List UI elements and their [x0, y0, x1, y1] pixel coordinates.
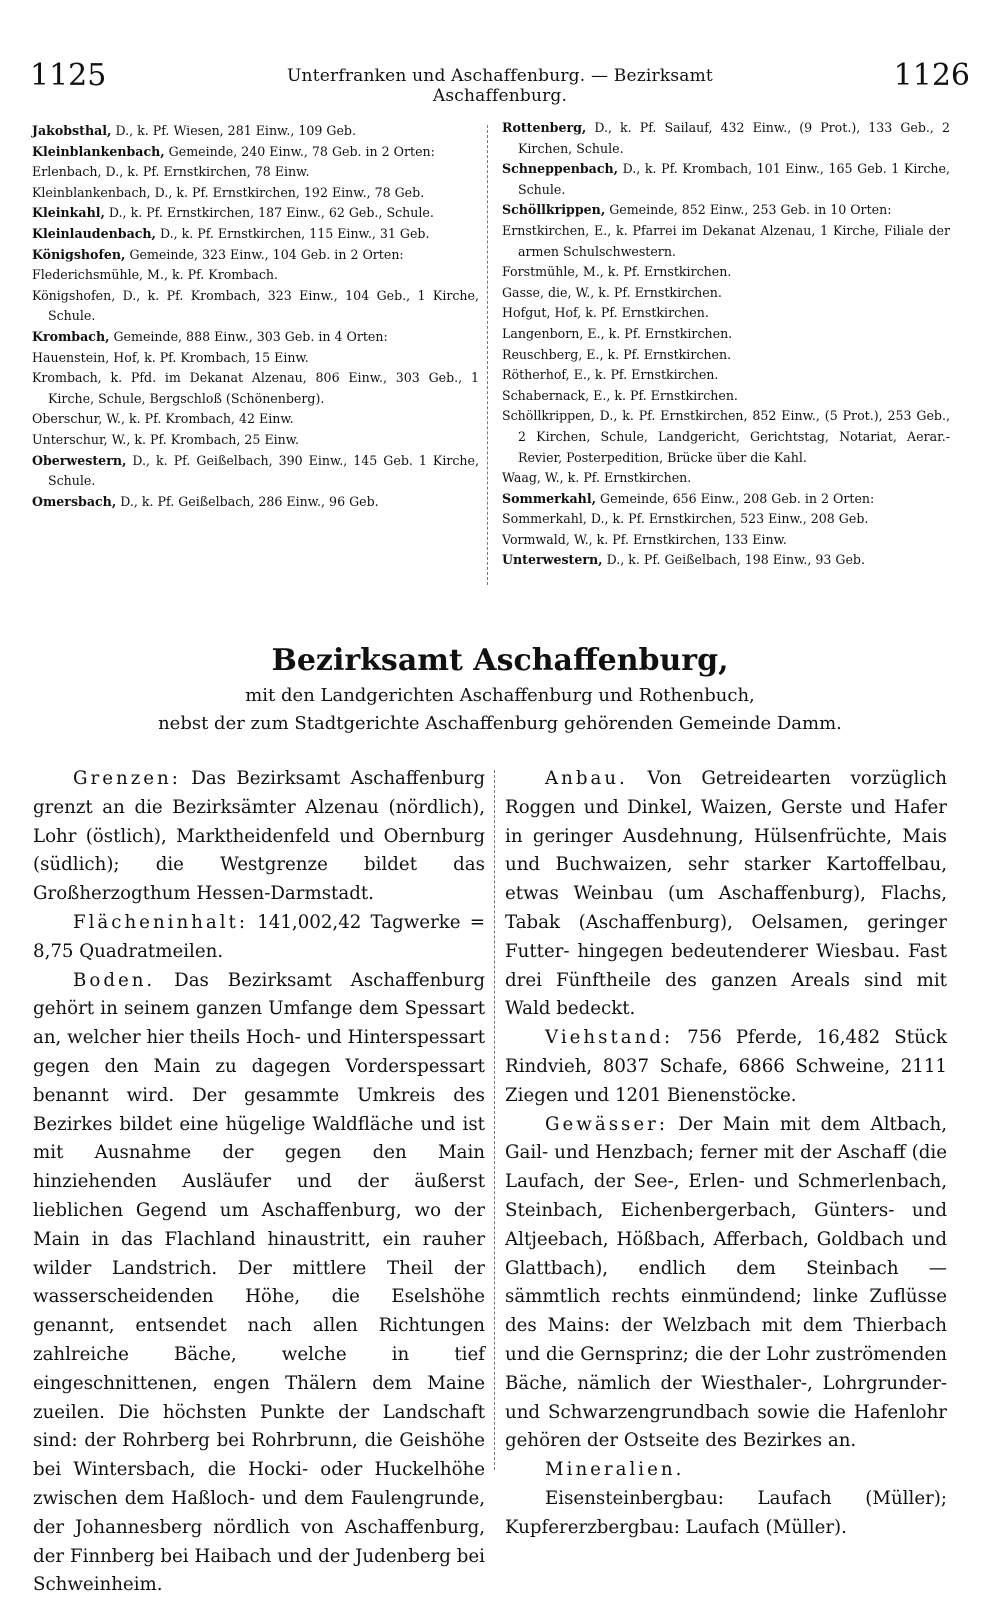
list-item	[32, 327, 479, 348]
section-title: Bezirksamt Aschaffenburg,	[271, 643, 729, 678]
entry-text: Gemeinde, 240 Einw., 78 Geb. in 2 Orten:	[164, 143, 435, 159]
entry-text: D., k. Pf. Ernstkirchen, 187 Einw., 62 Geb., Schule.	[104, 205, 434, 221]
paragraph	[505, 1485, 947, 1543]
entry-text: Vormwald, W., k. Pf. Ernstkirchen, 133 Einw.	[502, 531, 787, 547]
list-item	[32, 451, 479, 492]
paragraph-text: Der Main mit dem Altbach, Gail- und Henzbach; ferner mit der Aschaff (die Laufach, der See-, Erlen- und Schmerlenbach, Steinbach, Eichenbergerbach, Günters- und Altjeebach, Hößbach, Afferbach, Goldbach und Glattbach), endlich dem Steinbach — sämmtlich rechts einmündend; linke Zuflüsse des Mains: der Welzbach mit dem Thierbach und die Gernsprinz; die der Lohr zuströmenden Bäche, nämlich der Wiesthaler-, Lohrgrunder- und Schwarzengrundbach sowie die Hafenlohr gehören der Ostseite des Bezirkes an.	[505, 1113, 947, 1452]
entry-name: Rottenberg,	[502, 120, 587, 135]
entry-text: Schöllkrippen, D., k. Pf. Ernstkirchen, 852 Einw., (5 Prot.), 253 Geb., 2 Kirchen, Schule, Landgericht, Gerichtstag, Notariat, Aerar.-Revier, Posterpedition, Brücke über die Kahl.	[502, 408, 950, 465]
section-subtitle-2: nebst der zum Stadtgerichte Aschaffenburg gehörenden Gemeinde Damm.	[158, 713, 842, 734]
entry-text: D., k. Pf. Wiesen, 281 Einw., 109 Geb.	[111, 123, 356, 138]
entry-text: Schabernack, E., k. Pf. Ernstkirchen.	[502, 387, 738, 403]
body-column-right	[505, 765, 947, 1543]
entry-text: Königshofen, D., k. Pf. Krombach, 323 Einw., 104 Geb., 1 Kirche, Schule.	[32, 287, 479, 324]
entry-text: D., k. Pf. Krombach, 101 Einw., 165 Geb. 1 Kirche, Schule.	[518, 161, 950, 197]
list-item	[32, 430, 479, 451]
entry-text: Unterschur, W., k. Pf. Krombach, 25 Einw.	[32, 431, 300, 447]
entry-text: Erlenbach, D., k. Pf. Ernstkirchen, 78 Einw.	[32, 164, 310, 180]
entry-text: Reuschberg, E., k. Pf. Ernstkirchen.	[502, 346, 732, 362]
column-divider	[494, 770, 495, 1470]
list-item	[502, 200, 950, 221]
paragraph-text: Das Bezirksamt Aschaffenburg gehört in seinem ganzen Umfange dem Spessart an, welcher hier theils Hoch- und Hinterspessart gegen den Main zu dagegen Vorderspessart benannt wird. Der gesammte Umkreis des Bezirkes bildet eine hügelige Waldfläche und ist mit Ausnahme der gegen den Main hinziehenden Ausläufer und der äußerst lieblichen Gegend um Aschaffenburg, wo der Main in das Flachland hinaustritt, ein rauher wilder Landstrich. Der mittlere Theil der wasserscheidenden Höhe, die Eselshöhe genannt, entsendet nach allen Richtungen zahlreiche Bäche, welche in tief eingeschnittenen, engen Thälern dem Maine zueilen. Die höchsten Punkte der Landschaft sind: der Rohrberg bei Rohrbrunn, die Geishöhe bei Wintersbach, die Hocki- oder Huckelhöhe zwischen dem Haßloch- und dem Faulengrunde, der Johannesberg nördlich von Aschaffenburg, der Finnberg bei Haibach und der Judenberg bei Schweinheim.	[33, 969, 485, 1596]
list-item	[502, 283, 950, 304]
paragraph-label: Flächeninhalt:	[73, 911, 248, 933]
entry-text: Oberschur, W., k. Pf. Krombach, 42 Einw.	[32, 411, 294, 427]
paragraph	[505, 765, 947, 1024]
paragraph	[33, 765, 485, 909]
entry-text: D., k. Pf. Ernstkirchen, 115 Einw., 31 Geb.	[155, 225, 430, 241]
list-item	[502, 365, 950, 386]
list-item	[32, 142, 479, 163]
list-item	[502, 159, 950, 200]
entry-text: Langenborn, E., k. Pf. Ernstkirchen.	[502, 325, 733, 341]
entry-text: Waag, W., k. Pf. Ernstkirchen.	[502, 470, 692, 486]
section-subtitle-1: mit den Landgerichten Aschaffenburg und Rothenbuch,	[245, 685, 755, 706]
paragraph-label: Grenzen:	[73, 768, 181, 789]
list-item	[502, 406, 950, 468]
list-item	[32, 265, 479, 286]
list-item	[32, 245, 479, 266]
entry-name: Oberwestern,	[32, 452, 127, 468]
list-item	[32, 162, 479, 183]
running-title: Unterfranken und Aschaffenburg. — Bezirksamt Aschaffenburg.	[287, 66, 713, 106]
place-list-left	[32, 121, 479, 512]
list-item	[502, 345, 950, 366]
entry-name: Kleinkahl,	[32, 205, 105, 221]
paragraph	[33, 967, 485, 1600]
paragraph-label: Viehstand:	[545, 1027, 674, 1049]
paragraph-label: Gewässer:	[545, 1113, 668, 1135]
paragraph-text: 141,002,42 Tagwerke = 8,75 Quadratmeilen.	[33, 911, 485, 962]
column-divider	[487, 125, 488, 585]
list-item	[32, 286, 479, 327]
entry-text: D., k. Pf. Sailauf, 432 Einw., (9 Prot.), 133 Geb., 2 Kirchen, Schule.	[518, 120, 950, 156]
list-item	[502, 530, 950, 551]
paragraph	[33, 909, 485, 967]
page-number-left: 1125	[30, 58, 107, 93]
list-item	[502, 262, 950, 283]
list-item	[32, 368, 479, 409]
list-item	[502, 221, 950, 262]
paragraph	[505, 1111, 947, 1457]
paragraph	[505, 1456, 947, 1485]
entry-text: Forstmühle, M., k. Pf. Ernstkirchen.	[502, 264, 732, 280]
entry-name: Kleinblankenbach,	[32, 143, 165, 159]
section-heading	[100, 640, 900, 738]
place-list-right	[502, 118, 950, 571]
entry-name: Schöllkrippen,	[502, 202, 606, 218]
entry-text: Ernstkirchen, E., k. Pfarrei im Dekanat Alzenau, 1 Kirche, Filiale der armen Schulschwestern.	[502, 222, 950, 259]
list-item	[502, 303, 950, 324]
entry-text: Krombach, k. Pfd. im Dekanat Alzenau, 806 Einw., 303 Geb., 1 Kirche, Schule, Bergschloß (Schönenberg).	[32, 370, 479, 406]
entry-text: Flederichsmühle, M., k. Pf. Krombach.	[32, 267, 278, 283]
entry-text: Gasse, die, W., k. Pf. Ernstkirchen.	[502, 284, 722, 300]
paragraph-text: Eisensteinbergbau: Laufach (Müller); Kupfererzbergbau: Laufach (Müller).	[505, 1487, 947, 1538]
paragraph-label: Boden.	[73, 969, 156, 991]
entry-name: Königshofen,	[32, 246, 126, 262]
entry-name: Sommerkahl,	[502, 490, 597, 506]
page-number-right: 1126	[893, 58, 970, 93]
entry-text: Gemeinde, 888 Einw., 303 Geb. in 4 Orten:	[109, 328, 388, 344]
paragraph-label: Anbau.	[545, 768, 628, 789]
entry-name: Omersbach,	[32, 493, 117, 509]
list-item	[32, 348, 479, 369]
list-item	[502, 550, 950, 571]
list-item	[502, 118, 950, 159]
paragraph-text: Das Bezirksamt Aschaffenburg grenzt an die Bezirksämter Alzenau (nördlich), Lohr (östlich), Marktheidenfeld und Obernburg (südlich); die Westgrenze bildet das Großherzogthum Hessen-Darmstadt.	[33, 768, 485, 905]
list-item	[32, 409, 479, 430]
list-item	[502, 509, 950, 530]
list-item	[502, 468, 950, 489]
entry-name: Kleinlaudenbach,	[32, 225, 156, 241]
body-column-left	[33, 765, 485, 1600]
entry-text: Gemeinde, 656 Einw., 208 Geb. in 2 Orten:	[596, 490, 875, 506]
entry-text: Hofgut, Hof, k. Pf. Ernstkirchen.	[502, 305, 709, 321]
paragraph	[505, 1024, 947, 1110]
list-item	[32, 121, 479, 142]
entry-text: Hauenstein, Hof, k. Pf. Krombach, 15 Einw.	[32, 349, 309, 365]
entry-name: Unterwestern,	[502, 552, 603, 568]
entry-name: Schneppenbach,	[502, 161, 619, 177]
list-item	[32, 492, 479, 513]
page-header	[30, 58, 970, 106]
entry-text: Gemeinde, 323 Einw., 104 Geb. in 2 Orten:	[125, 246, 404, 262]
paragraph-text: 756 Pferde, 16,482 Stück Rindvieh, 8037 Schafe, 6866 Schweine, 2111 Ziegen und 1201 Bienenstöcke.	[505, 1027, 947, 1106]
entry-text: Gemeinde, 852 Einw., 253 Geb. in 10 Orten:	[605, 202, 892, 218]
list-item	[502, 489, 950, 510]
entry-text: Kleinblankenbach, D., k. Pf. Ernstkirchen, 192 Einw., 78 Geb.	[32, 184, 425, 200]
paragraph-label: Mineralien.	[545, 1459, 685, 1481]
list-item	[502, 386, 950, 407]
list-item	[32, 224, 479, 245]
entry-text: D., k. Pf. Geißelbach, 286 Einw., 96 Geb.	[116, 493, 379, 509]
entry-text: Sommerkahl, D., k. Pf. Ernstkirchen, 523 Einw., 208 Geb.	[502, 511, 869, 527]
list-item	[502, 324, 950, 345]
list-item	[32, 183, 479, 204]
entry-name: Krombach,	[32, 328, 110, 344]
paragraph-text: Von Getreidearten vorzüglich Roggen und Dinkel, Waizen, Gerste und Hafer in geringer Ausdehnung, Hülsenfrüchte, Mais und Buchwaizen, sehr starker Kartoffelbau, etwas Weinbau (um Aschaffenburg), Flachs, Tabak (Aschaffenburg), Oelsamen, geringer Futter- hingegen bedeutenderer Wiesbau. Fast drei Fünftheile des ganzen Areals sind mit Wald bedeckt.	[505, 768, 947, 1020]
entry-name: Jakobsthal,	[32, 123, 112, 138]
entry-text: D., k. Pf. Geißelbach, 198 Einw., 93 Geb.	[602, 552, 866, 568]
entry-text: Rötherhof, E., k. Pf. Ernstkirchen.	[502, 367, 719, 383]
list-item	[32, 203, 479, 224]
entry-text: D., k. Pf. Geißelbach, 390 Einw., 145 Geb. 1 Kirche, Schule.	[48, 452, 479, 489]
